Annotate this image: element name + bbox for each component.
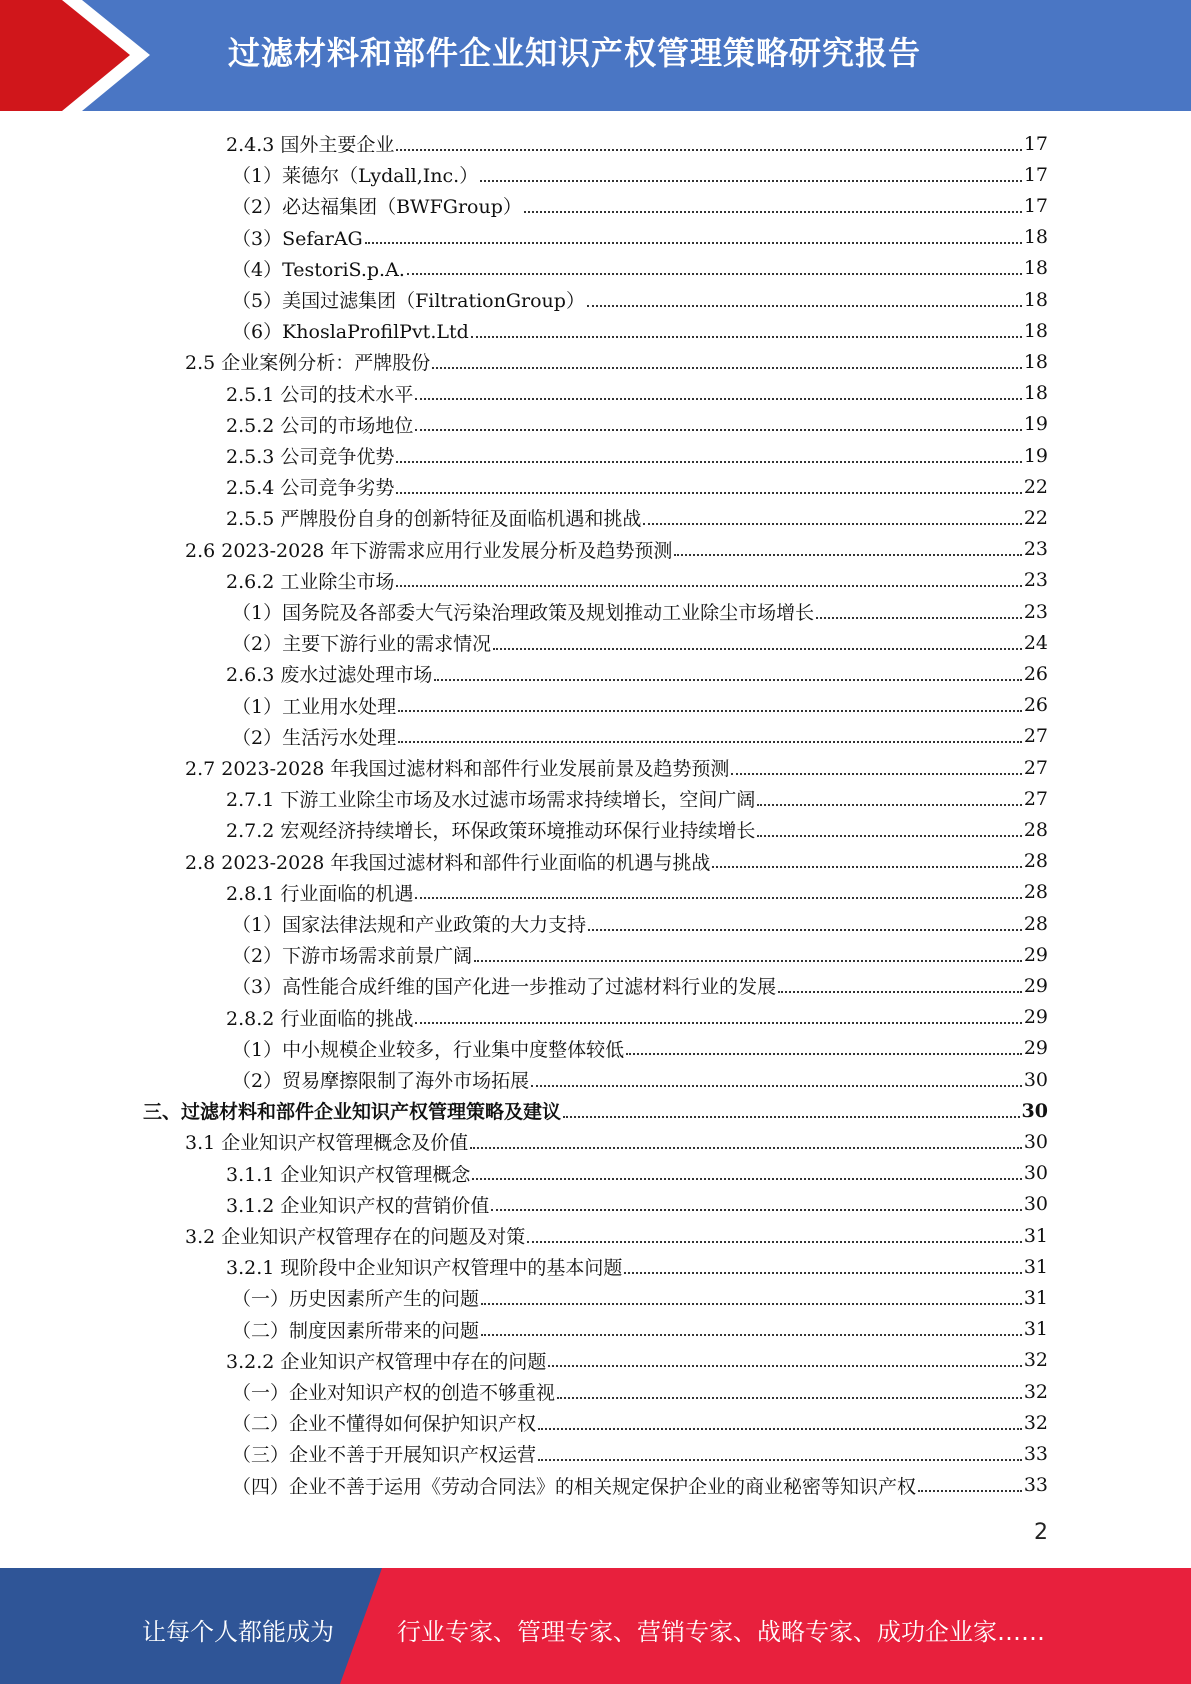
toc-entry[interactable] (226, 1189, 1048, 1220)
toc-entry[interactable] (232, 284, 1048, 315)
toc-entry[interactable] (226, 1251, 1048, 1282)
toc-leader-dots (548, 1365, 1021, 1367)
toc-entry-page: 28 (1023, 850, 1048, 873)
toc-leader-dots (481, 1303, 1022, 1305)
toc-leader-dots (415, 1022, 1021, 1024)
toc-entry[interactable] (226, 877, 1048, 908)
toc-entry-page: 32 (1023, 1349, 1048, 1372)
toc-entry[interactable] (232, 190, 1048, 221)
toc-leader-dots (415, 429, 1021, 431)
toc-entry[interactable] (226, 783, 1048, 814)
toc-entry[interactable] (232, 970, 1048, 1001)
toc-entry[interactable] (226, 378, 1048, 409)
footer-slogan-right: 行业专家、管理专家、营销专家、战略专家、成功企业家…… (397, 1618, 1045, 1646)
toc-leader-dots (493, 648, 1022, 650)
toc-entry[interactable] (185, 846, 1048, 877)
toc-leader-dots (396, 461, 1021, 463)
toc-entry-title: （1）国务院及各部委大气污染治理政策及规划推动工业除尘市场增长 (232, 602, 815, 624)
toc-entry-title: 2.8 2023-2028 年我国过滤材料和部件行业面临的机遇与挑战 (185, 851, 711, 874)
toc-entry-title: （2）生活污水处理 (232, 726, 397, 749)
toc-leader-dots (396, 585, 1021, 587)
toc-entry-page: 27 (1023, 725, 1048, 748)
toc-entry-page: 27 (1023, 756, 1048, 779)
toc-entry-title: 3.2 企业知识产权管理存在的问题及对策 (185, 1226, 526, 1248)
toc-entry-page: 23 (1023, 569, 1048, 592)
toc-leader-dots (524, 211, 1022, 213)
toc-entry-page: 17 (1023, 163, 1048, 186)
toc-leader-dots (396, 492, 1021, 494)
toc-leader-dots (474, 960, 1022, 962)
header-red-chevron (0, 0, 140, 111)
toc-entry[interactable] (232, 1314, 1048, 1345)
toc-entry-title: 2.5 企业案例分析：严牌股份 (185, 352, 431, 375)
toc-entry-title: （4）TestoriS.p.A. (232, 258, 405, 281)
toc-entry-title: 2.7.2 宏观经济持续增长，环保政策环境推动环保行业持续增长 (226, 820, 756, 843)
toc-entry-page: 30 (1023, 1068, 1048, 1091)
toc-leader-dots (624, 1272, 1021, 1274)
toc-entry-page: 29 (1023, 974, 1048, 997)
toc-entry[interactable] (185, 346, 1048, 377)
toc-entry-title: 2.6.3 废水过滤处理市场 (226, 664, 433, 687)
toc-entry-title: 3.1.2 企业知识产权的营销价值 (226, 1194, 490, 1217)
toc-entry-title: 2.8.1 行业面临的机遇 (226, 882, 414, 905)
toc-leader-dots (563, 1116, 1020, 1118)
toc-entry-title: 2.4.3 国外主要企业 (226, 134, 395, 156)
toc-entry-title: （1）国家法律法规和产业政策的大力支持 (232, 914, 587, 936)
page-header (0, 0, 1191, 111)
toc-entry[interactable] (232, 1407, 1048, 1438)
toc-entry-page: 31 (1023, 1318, 1048, 1341)
toc-leader-dots (918, 1490, 1022, 1492)
toc-entry-page: 31 (1023, 1286, 1048, 1309)
toc-leader-dots (816, 617, 1022, 619)
toc-entry[interactable] (232, 939, 1048, 970)
toc-leader-dots (643, 523, 1021, 525)
toc-leader-dots (415, 398, 1021, 400)
toc-entry[interactable] (232, 315, 1048, 346)
toc-entry-title: 2.5.4 公司竞争劣势 (226, 477, 395, 500)
toc-entry[interactable] (232, 1282, 1048, 1313)
toc-leader-dots (480, 180, 1022, 182)
toc-leader-dots (481, 1334, 1022, 1336)
toc-entry[interactable] (226, 1002, 1048, 1033)
toc-leader-dots (472, 1178, 1021, 1180)
toc-leader-dots (396, 149, 1021, 151)
toc-entry-page: 18 (1023, 226, 1048, 249)
toc-entry-title: 3.2.1 现阶段中企业知识产权管理中的基本问题 (226, 1257, 623, 1280)
footer-slogan-left: 让每个人都能成为 (142, 1618, 334, 1646)
toc-leader-dots (587, 305, 1022, 307)
toc-leader-dots (531, 1085, 1022, 1087)
toc-leader-dots (365, 242, 1022, 244)
toc-entry-page: 19 (1023, 444, 1048, 467)
toc-leader-dots (778, 991, 1022, 993)
toc-entry[interactable] (226, 1158, 1048, 1189)
toc-entry[interactable] (232, 690, 1048, 721)
toc-entry-page: 32 (1023, 1380, 1048, 1403)
toc-entry-title: 2.5.5 严牌股份自身的创新特征及面临机遇和挑战 (226, 508, 642, 531)
toc-entry-page: 22 (1023, 475, 1048, 498)
toc-entry-page: 30 (1021, 1099, 1048, 1122)
toc-entry[interactable] (185, 752, 1048, 783)
toc-entry-page: 18 (1023, 350, 1048, 373)
toc-entry-title: （二）制度因素所带来的问题 (232, 1319, 480, 1342)
toc-leader-dots (538, 1459, 1022, 1461)
toc-entry-page: 33 (1023, 1442, 1048, 1465)
toc-entry[interactable] (232, 1470, 1048, 1501)
toc-entry[interactable] (143, 1095, 1048, 1126)
toc-entry[interactable] (226, 565, 1048, 596)
toc-entry-page: 22 (1023, 506, 1048, 529)
toc-leader-dots (491, 1209, 1021, 1211)
toc-entry-page: 31 (1023, 1224, 1048, 1247)
toc-entry-title: （1）中小规模企业较多，行业集中度整体较低 (232, 1038, 625, 1061)
toc-entry-page: 29 (1023, 1037, 1048, 1060)
toc-entry[interactable] (185, 534, 1048, 565)
toc-entry-title: （2）贸易摩擦限制了海外市场拓展 (232, 1070, 530, 1092)
toc-leader-dots (757, 835, 1021, 837)
toc-leader-dots (538, 1428, 1022, 1430)
toc-entry[interactable] (185, 1126, 1048, 1157)
toc-leader-dots (588, 929, 1022, 931)
toc-entry[interactable] (232, 1376, 1048, 1407)
toc-entry-page: 31 (1023, 1255, 1048, 1278)
toc-entry-page: 18 (1023, 382, 1048, 405)
toc-entry-title: 三、过滤材料和部件企业知识产权管理策略及建议 (143, 1101, 562, 1124)
report-title: 过滤材料和部件企业知识产权管理策略研究报告 (228, 34, 922, 72)
toc-leader-dots (674, 554, 1021, 556)
toc-entry-title: 2.8.2 行业面临的挑战 (226, 1007, 414, 1030)
toc-entry-page: 28 (1023, 818, 1048, 841)
toc-entry[interactable] (232, 253, 1048, 284)
toc-entry-page: 32 (1023, 1411, 1048, 1434)
toc-entry-title: （三）企业不善于开展知识产权运营 (232, 1444, 537, 1467)
toc-entry-title: （1）工业用水处理 (232, 695, 397, 718)
toc-leader-dots (407, 273, 1022, 275)
toc-entry-page: 26 (1023, 694, 1048, 717)
toc-entry-page: 18 (1023, 257, 1048, 280)
toc-entry-title: 3.1 企业知识产权管理概念及价值 (185, 1132, 469, 1155)
toc-entry-page: 33 (1023, 1474, 1048, 1497)
page-number: 2 (1034, 1520, 1048, 1545)
toc-entry[interactable] (226, 440, 1048, 471)
toc-entry[interactable] (226, 814, 1048, 845)
toc-entry[interactable] (232, 721, 1048, 752)
toc-entry-title: （一）企业对知识产权的创造不够重视 (232, 1382, 556, 1404)
toc-entry-title: 2.5.3 公司竞争优势 (226, 446, 395, 468)
toc-entry[interactable] (226, 502, 1048, 533)
toc-leader-dots (398, 710, 1022, 712)
toc-entry[interactable] (232, 908, 1048, 939)
toc-entry-title: （一）历史因素所产生的问题 (232, 1288, 480, 1311)
toc-leader-dots (432, 367, 1022, 369)
toc-entry-title: 2.5.2 公司的市场地位 (226, 414, 414, 437)
toc-entry[interactable] (232, 1033, 1048, 1064)
toc-entry[interactable] (232, 159, 1048, 190)
toc-entry-title: （2）必达福集团（BWFGroup） (232, 196, 522, 219)
toc-entry-page: 17 (1023, 132, 1048, 155)
toc-leader-dots (527, 1241, 1022, 1243)
toc-entry[interactable] (226, 658, 1048, 689)
toc-entry-page: 30 (1023, 1162, 1048, 1185)
toc-entry-title: （2）下游市场需求前景广阔 (232, 945, 473, 968)
toc-entry-title: 3.1.1 企业知识产权管理概念 (226, 1163, 471, 1186)
toc-entry[interactable] (232, 596, 1048, 627)
toc-entry-page: 28 (1023, 881, 1048, 904)
toc-leader-dots (415, 897, 1021, 899)
toc-entry-title: （3）高性能合成纤维的国产化进一步推动了过滤材料行业的发展 (232, 976, 777, 999)
toc-entry-page: 29 (1023, 1006, 1048, 1029)
toc-leader-dots (470, 1147, 1022, 1149)
toc-entry[interactable] (226, 471, 1048, 502)
toc-entry-title: 2.6 2023-2028 年下游需求应用行业发展分析及趋势预测 (185, 539, 673, 562)
toc-entry-title: 2.7.1 下游工业除尘市场及水过滤市场需求持续增长，空间广阔 (226, 789, 756, 812)
toc-entry-title: 3.2.2 企业知识产权管理中存在的问题 (226, 1350, 547, 1373)
toc-entry-page: 24 (1023, 631, 1048, 654)
toc-leader-dots (712, 866, 1021, 868)
toc-entry-title: （2）主要下游行业的需求情况 (232, 633, 492, 656)
toc-leader-dots (731, 773, 1021, 775)
toc-entry-title: （1）莱德尔（Lydall,Inc.） (232, 165, 479, 188)
toc-entry-page: 23 (1023, 538, 1048, 561)
toc-entry-page: 23 (1023, 600, 1048, 623)
toc-entry-title: （3）SefarAG (232, 227, 363, 250)
toc-entry[interactable] (232, 1064, 1048, 1095)
toc-leader-dots (626, 1053, 1022, 1055)
toc-entry-page: 18 (1023, 319, 1048, 342)
toc-entry-page: 30 (1023, 1130, 1048, 1153)
toc-entry-title: （二）企业不懂得如何保护知识产权 (232, 1413, 537, 1436)
toc-entry-title: （5）美国过滤集团（FiltrationGroup） (232, 290, 585, 312)
toc-entry-page: 26 (1023, 662, 1048, 685)
toc-entry-title: （四）企业不善于运用《劳动合同法》的相关规定保护企业的商业秘密等知识产权 (232, 1475, 917, 1498)
toc-leader-dots (434, 679, 1021, 681)
toc-entry-title: （6）KhoslaProfilPvt.Ltd (232, 321, 469, 344)
toc-leader-dots (398, 741, 1022, 743)
toc-entry-title: 2.7 2023-2028 年我国过滤材料和部件行业发展前景及趋势预测 (185, 758, 730, 780)
toc-entry-title: 2.6.2 工业除尘市场 (226, 570, 395, 593)
toc-entry-page: 30 (1023, 1193, 1048, 1216)
toc-leader-dots (757, 804, 1021, 806)
toc-entry[interactable] (232, 627, 1048, 658)
toc-entry[interactable] (226, 128, 1048, 159)
toc-entry[interactable] (226, 409, 1048, 440)
toc-entry[interactable] (232, 1438, 1048, 1469)
toc-leader-dots (557, 1397, 1022, 1399)
toc-entry-page: 18 (1023, 288, 1048, 311)
toc-leader-dots (471, 336, 1022, 338)
toc-entry[interactable] (185, 1220, 1048, 1251)
page-footer (0, 1568, 1191, 1684)
toc-entry-page: 27 (1023, 787, 1048, 810)
toc-entry-page: 28 (1023, 912, 1048, 935)
toc-entry-page: 29 (1023, 943, 1048, 966)
toc-entry-title: 2.5.1 公司的技术水平 (226, 383, 414, 406)
toc-entry[interactable] (232, 222, 1048, 253)
toc-entry-page: 17 (1023, 194, 1048, 217)
toc-entry-page: 19 (1023, 413, 1048, 436)
toc-entry[interactable] (226, 1345, 1048, 1376)
